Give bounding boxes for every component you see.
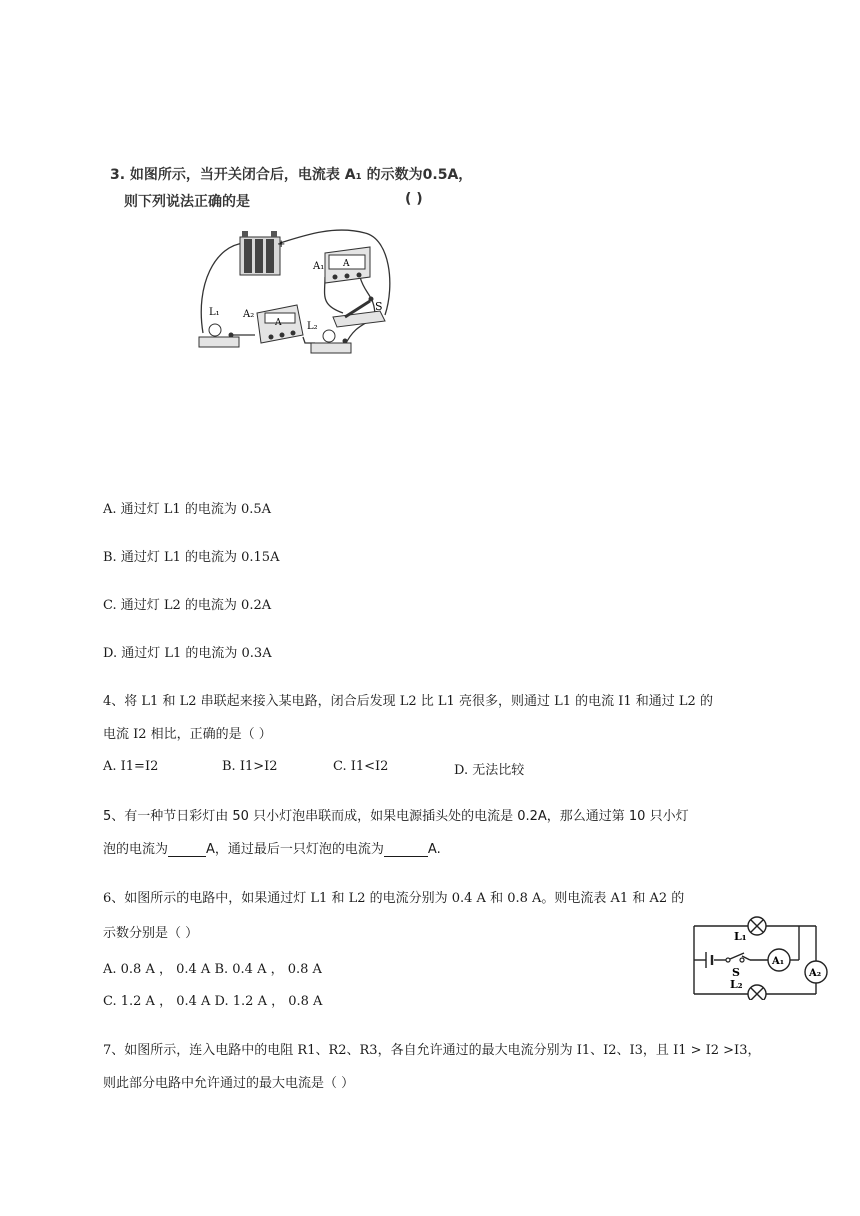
lamp-l1-icon [199,324,239,347]
q3-option-b: B. 通过灯 L1 的电流为 0.15A [103,550,280,565]
a1-label: A₁ [313,261,325,272]
q6-stem-line2: 示数分别是（ ） [103,926,199,941]
switch-symbol-icon [726,953,744,962]
q6-options-row2: C. 1.2 A ， 0.4 A D. 1.2 A ， 0.8 A [103,994,323,1009]
q4-option-b: B. I1>I2 [222,759,278,774]
l2-label: L₂ [307,321,318,332]
q4-stem-line2: 电流 I2 相比，正确的是（ ） [103,727,272,742]
battery-icon [240,231,280,275]
s-label: S [375,300,383,313]
lamp-l1-symbol-icon [748,917,766,935]
q4-option-a: A. I1=I2 [103,759,159,774]
q4-option-c: C. I1<I2 [333,759,389,774]
q3-option-c: C. 通过灯 L2 的电流为 0.2A [103,598,272,613]
a1-meter-mark: A [343,259,350,269]
q7-stem-line1: 7、如图所示，连入电路中的电阻 R1、R2、R3，各自允许通过的最大电流分别为 I1、I2、I3，且 I1 > I2 >I3， [103,1043,761,1058]
q5-stem-line2 [103,838,441,857]
plus-label: + [277,239,286,250]
q4-stem-line1: 4、将 L1 和 L2 串联起来接入某电路，闭合后发现 L2 比 L1 亮很多，则通过 L1 的电流 I1 和通过 L2 的 [103,694,713,709]
q6-options-row1: A. 0.8 A ， 0.4 A B. 0.4 A ， 0.8 A [103,962,322,977]
q6-l2-label: L₂ [730,978,743,991]
q6-a1-label: A₁ [772,956,785,967]
q3-option-d: D. 通过灯 L1 的电流为 0.3A [103,646,272,661]
a2-meter-mark: A [275,318,282,328]
q5-answer-blank-2[interactable] [384,842,428,857]
q3-stem-line1: 3. 如图所示，当开关闭合后，电流表 A₁ 的示数为0.5A， [110,167,473,183]
l1-label: L₁ [209,307,220,318]
q6-circuit-diagram [688,910,833,1000]
q6-s-label: S [732,966,740,979]
q5-answer-blank-1[interactable] [168,842,206,857]
q6-l1-label: L₁ [734,930,747,943]
q5-text-a: 泡的电流为 [103,842,169,857]
q3-stem-line2: 则下列说法正确的是 [124,194,250,210]
q5-stem-line1: 5、有一种节日彩灯由 50 只小灯泡串联而成，如果电源插头处的电流是 0.2A，那么通过第 10 只小灯 [103,809,689,824]
q6-a2-label: A₂ [809,968,822,979]
q3-option-a: A. 通过灯 L1 的电流为 0.5A [103,502,272,517]
q7-stem-line2: 则此部分电路中允许通过的最大电流是（ ） [103,1076,355,1091]
a2-label: A₂ [243,309,255,320]
battery-symbol-icon [706,952,712,968]
q5-text-c: A. [427,842,441,857]
lamp-l2-symbol-icon [748,985,766,1000]
q5-text-b: A，通过最后一只灯泡的电流为 [206,842,384,857]
q3-answer-paren: ( ) [405,191,423,207]
lamp-l2-icon [311,330,351,353]
q3-circuit-figure [185,225,400,355]
q4-option-d: D. 无法比较 [454,763,525,778]
q6-stem-line1: 6、如图所示的电路中，如果通过灯 L1 和 L2 的电流分别为 0.4 A 和 0.8 A。则电流表 A1 和 A2 的 [103,891,685,906]
